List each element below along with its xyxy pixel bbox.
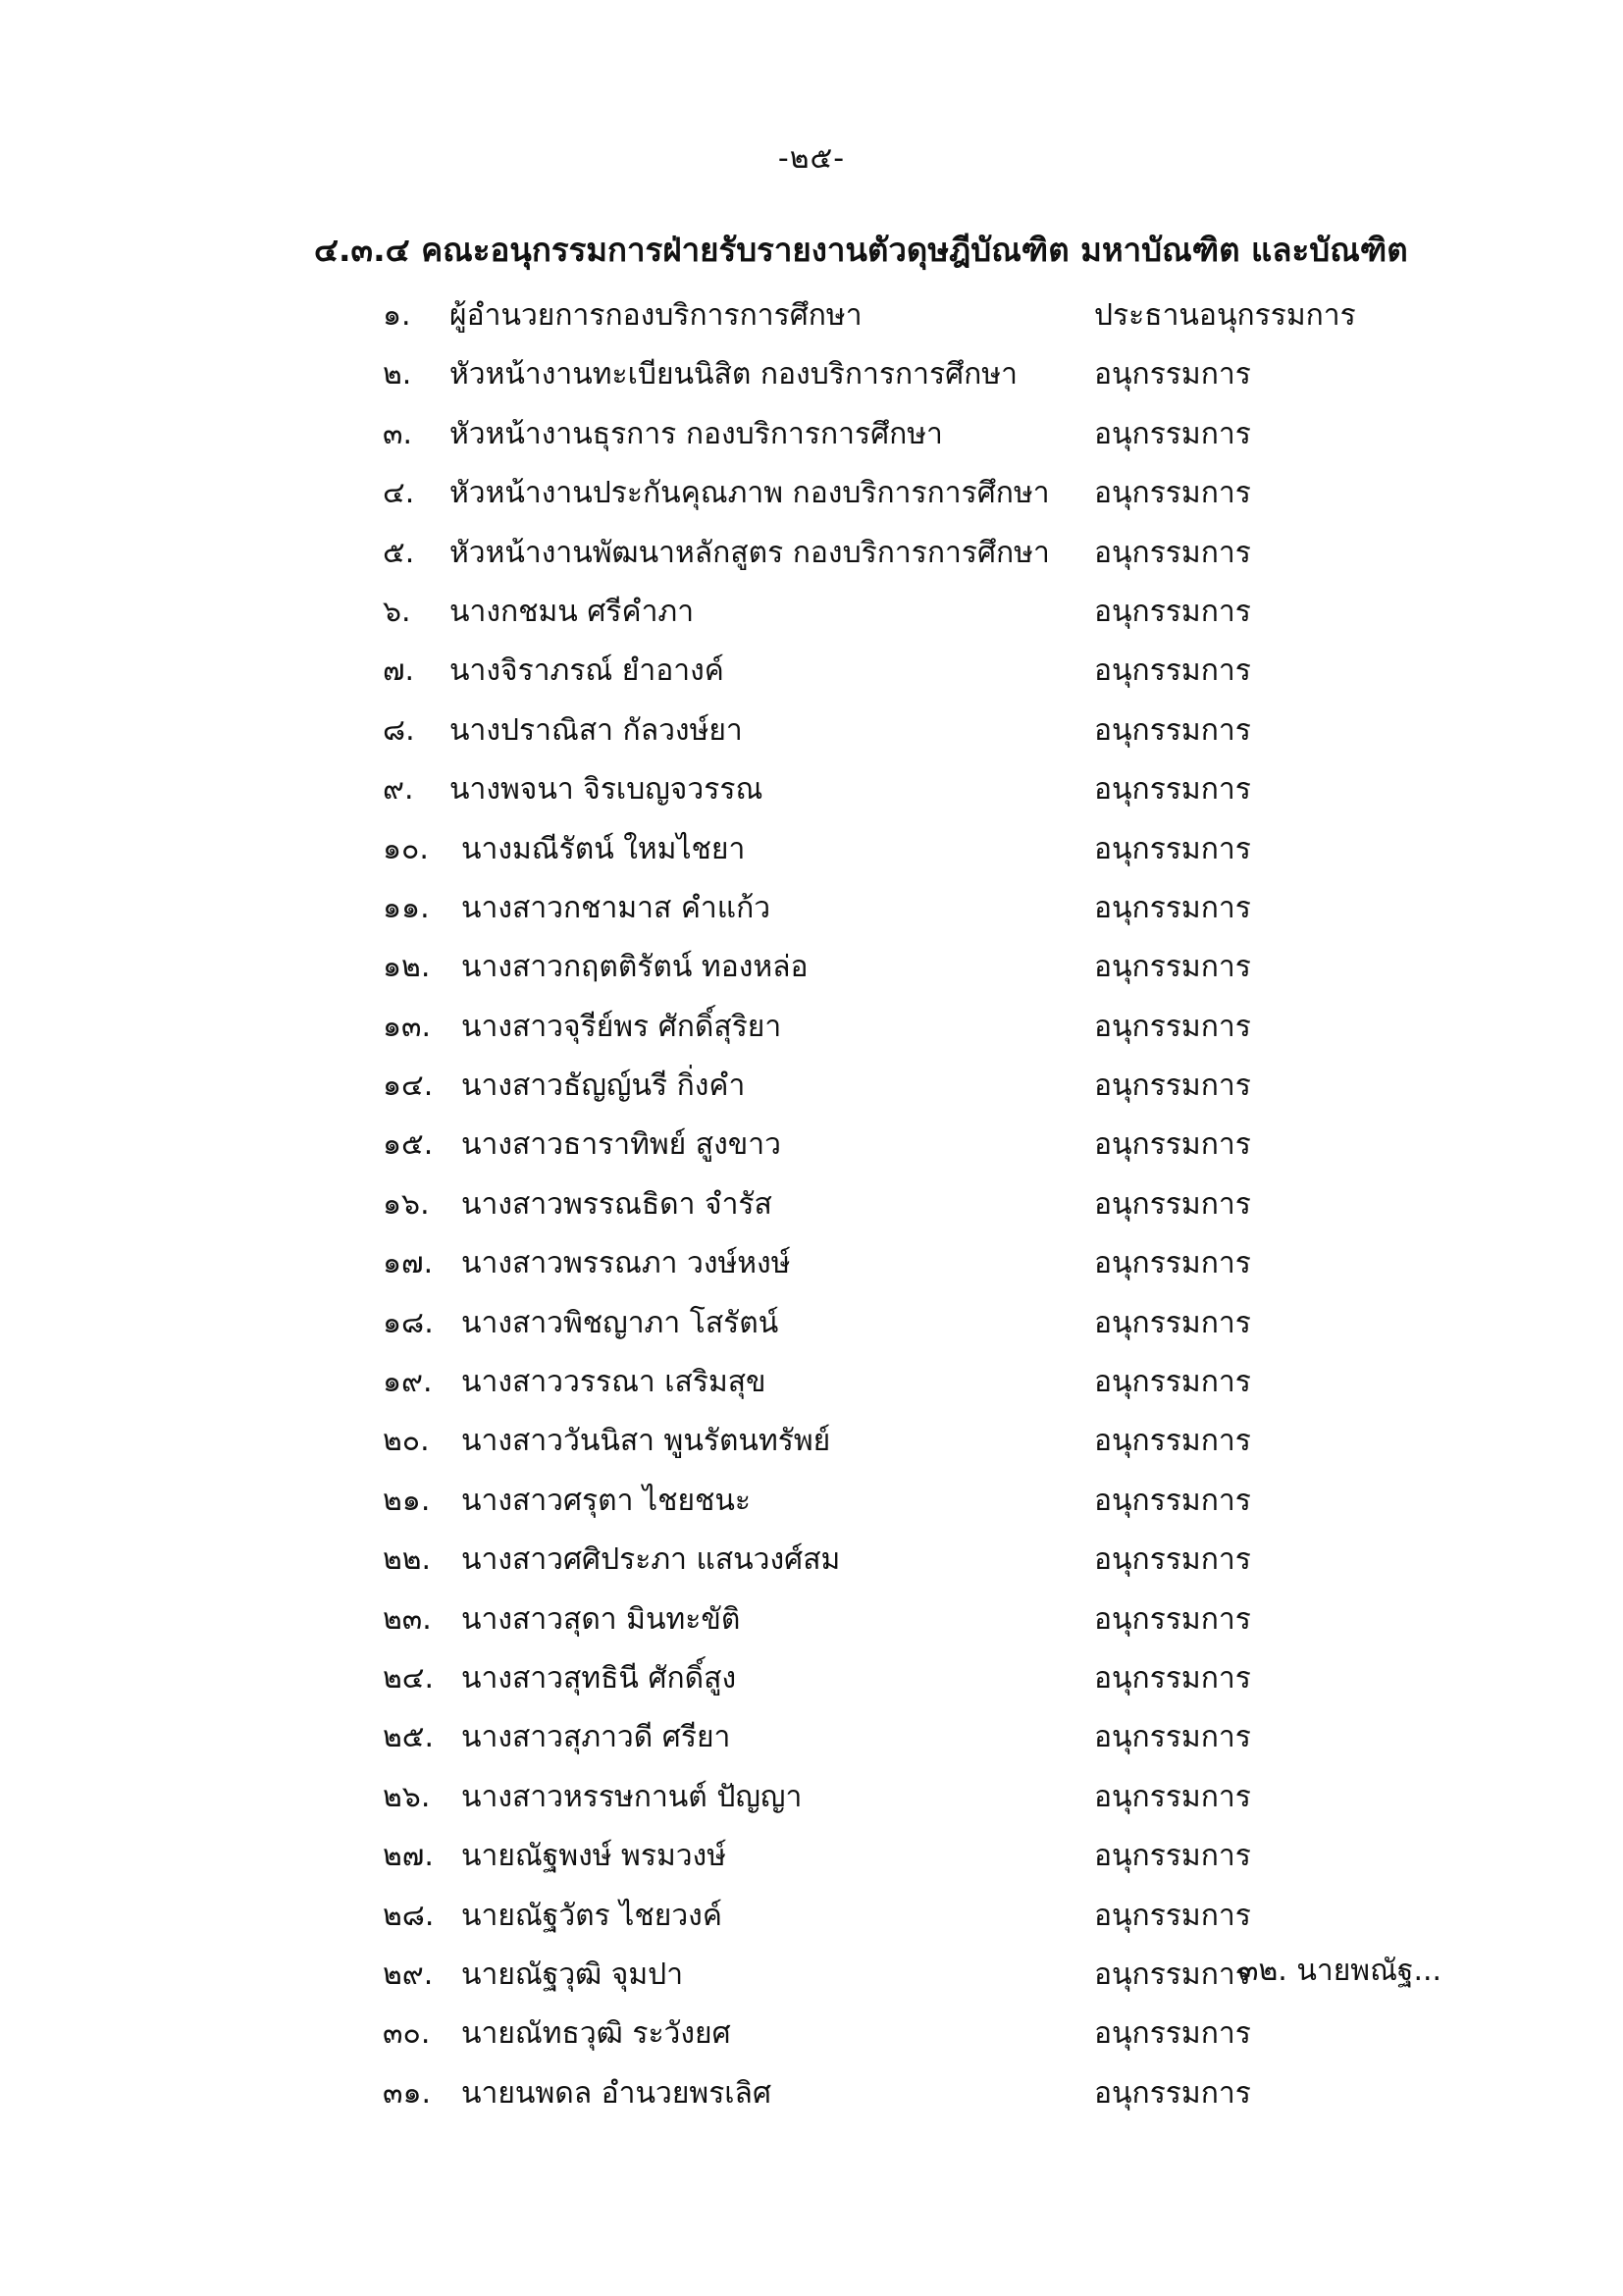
member-row bbox=[0, 1294, 1623, 1353]
member-row bbox=[0, 1412, 1623, 1471]
member-role: อนุกรรมการ bbox=[1094, 535, 1251, 570]
member-name: นางสาวสุดา มินทะขัติ bbox=[461, 1601, 741, 1637]
member-role: อนุกรรมการ bbox=[1094, 1305, 1251, 1340]
member-role: อนุกรรมการ bbox=[1094, 653, 1251, 689]
member-number: ๒๕. bbox=[383, 1720, 435, 1755]
member-role: อนุกรรมการ bbox=[1094, 594, 1251, 629]
member-number: ๒๒. bbox=[383, 1542, 432, 1578]
member-row bbox=[0, 760, 1623, 819]
member-role: อนุกรรมการ bbox=[1094, 2075, 1251, 2111]
member-number: ๑๘. bbox=[383, 1305, 434, 1340]
member-name: นายนพดล อำนวยพรเลิศ bbox=[461, 2075, 771, 2111]
member-row bbox=[0, 345, 1623, 404]
member-number: ๑. bbox=[383, 298, 411, 333]
member-role: ประธานอนุกรรมการ bbox=[1094, 298, 1356, 333]
member-number: ๒๐. bbox=[383, 1424, 430, 1459]
member-name: นางสาวธาราทิพย์ สูงขาว bbox=[461, 1127, 781, 1163]
member-number: ๒๓. bbox=[383, 1601, 432, 1637]
member-role: อนุกรรมการ bbox=[1094, 1483, 1251, 1518]
member-row bbox=[0, 1116, 1623, 1174]
member-number: ๑๔. bbox=[383, 1069, 434, 1104]
member-role: อนุกรรมการ bbox=[1094, 831, 1251, 866]
member-role: อนุกรรมการ bbox=[1094, 950, 1251, 985]
member-name: นางสาวจุรีย์พร ศักดิ์สุริยา bbox=[461, 1009, 782, 1044]
member-role: อนุกรรมการ bbox=[1094, 2016, 1251, 2052]
member-role: อนุกรรมการ bbox=[1094, 1127, 1251, 1163]
member-number: ๗. bbox=[383, 653, 415, 689]
member-row bbox=[0, 405, 1623, 464]
member-row bbox=[0, 1708, 1623, 1767]
member-number: ๓๑. bbox=[383, 2075, 432, 2111]
member-number: ๒๙. bbox=[383, 1957, 434, 1992]
member-role: อนุกรรมการ bbox=[1094, 1839, 1251, 1874]
committee-member-list bbox=[0, 287, 1623, 2123]
member-number: ๑๗. bbox=[383, 1246, 434, 1281]
member-role: อนุกรรมการ bbox=[1094, 1898, 1251, 1933]
member-row bbox=[0, 702, 1623, 760]
member-number: ๑๑. bbox=[383, 890, 430, 925]
member-number: ๓. bbox=[383, 416, 413, 451]
member-role: อนุกรรมการ bbox=[1094, 1542, 1251, 1578]
member-row bbox=[0, 287, 1623, 345]
member-name: นายณัทธวุฒิ ระวังยศ bbox=[461, 2016, 731, 2052]
member-name: หัวหน้างานทะเบียนนิสิต กองบริการการศึกษา bbox=[449, 357, 1018, 392]
member-row bbox=[0, 1175, 1623, 1234]
member-name: นางสาวสุทธินี ศักดิ์สูง bbox=[461, 1660, 737, 1696]
member-name: นางสาววรรณา เสริมสุข bbox=[461, 1365, 766, 1400]
member-name: นางสาวธัญญ์นรี กิ่งคำ bbox=[461, 1069, 746, 1104]
member-row bbox=[0, 879, 1623, 938]
member-row bbox=[0, 1649, 1623, 1708]
member-name: นางกชมน ศรีคำภา bbox=[449, 594, 695, 629]
member-name: หัวหน้างานธุรการ กองบริการการศึกษา bbox=[449, 416, 943, 451]
member-name: นายณัฐวัตร ไชยวงค์ bbox=[461, 1898, 722, 1933]
section-heading: ๔.๓.๔ คณะอนุกรรมการฝ่ายรับรายงานตัวดุษฎีบัณฑิต มหาบัณฑิต และบัณฑิต bbox=[314, 231, 1408, 269]
member-row bbox=[0, 1531, 1623, 1590]
member-row bbox=[0, 1353, 1623, 1412]
member-number: ๑๙. bbox=[383, 1365, 433, 1400]
member-row bbox=[0, 2064, 1623, 2123]
member-row bbox=[0, 1057, 1623, 1116]
member-number: ๘. bbox=[383, 712, 415, 748]
member-name: นางมณีรัตน์ ใหมไชยา bbox=[461, 831, 746, 866]
member-role: อนุกรรมการ bbox=[1094, 772, 1251, 808]
member-number: ๖. bbox=[383, 594, 411, 629]
member-name: นางสาวศศิประภา แสนวงศ์สม bbox=[461, 1542, 841, 1578]
member-role: อนุกรรมการ bbox=[1094, 357, 1251, 392]
member-name: นางสาวสุภาวดี ศรียา bbox=[461, 1720, 731, 1755]
member-row bbox=[0, 1768, 1623, 1827]
member-role: อนุกรรมการ bbox=[1094, 1601, 1251, 1637]
member-role: อนุกรรมการ bbox=[1094, 890, 1251, 925]
member-number: ๑๖. bbox=[383, 1186, 430, 1222]
member-row bbox=[0, 524, 1623, 583]
member-row bbox=[0, 1827, 1623, 1886]
member-name: นางสาวพรรณธิดา จำรัส bbox=[461, 1186, 772, 1222]
member-number: ๒. bbox=[383, 357, 412, 392]
member-role: อนุกรรมการ bbox=[1094, 1186, 1251, 1222]
member-name: ผู้อำนวยการกองบริการการศึกษา bbox=[449, 298, 863, 333]
member-role: อนุกรรมการ bbox=[1094, 1246, 1251, 1281]
member-name: นางสาวหรรษกานต์ ปัญญา bbox=[461, 1779, 803, 1814]
member-role: อนุกรรมการ bbox=[1094, 416, 1251, 451]
member-number: ๕. bbox=[383, 535, 415, 570]
member-name: นางปราณิสา กัลวงษ์ยา bbox=[449, 712, 743, 748]
page-number: -๒๕- bbox=[777, 141, 846, 176]
member-role: อนุกรรมการ bbox=[1094, 1009, 1251, 1044]
member-name: นางสาวกชามาส คำแก้ว bbox=[461, 890, 771, 925]
member-name: นางสาวกฤตติรัตน์ ทองหล่อ bbox=[461, 950, 809, 985]
member-number: ๒๔. bbox=[383, 1660, 435, 1696]
member-role: อนุกรรมการ bbox=[1094, 1424, 1251, 1459]
member-name: นางพจนา จิรเบญจวรรณ bbox=[449, 772, 763, 808]
member-name: นางจิราภรณ์ ยำอางค์ bbox=[449, 653, 724, 689]
member-number: ๒๖. bbox=[383, 1779, 431, 1814]
member-row bbox=[0, 642, 1623, 701]
member-name: หัวหน้างานพัฒนาหลักสูตร กองบริการการศึกษา bbox=[449, 535, 1050, 570]
member-number: ๙. bbox=[383, 772, 414, 808]
member-row bbox=[0, 583, 1623, 642]
member-row bbox=[0, 1591, 1623, 1649]
continuation-note: ๓๒. นายพณัฐ... bbox=[1238, 1954, 1442, 1988]
member-role: อนุกรรมการ bbox=[1094, 1069, 1251, 1104]
member-role: อนุกรรมการ bbox=[1094, 1957, 1251, 1992]
member-row bbox=[0, 938, 1623, 997]
member-name: นางสาวศรุตา ไชยชนะ bbox=[461, 1483, 752, 1518]
member-row bbox=[0, 820, 1623, 879]
member-number: ๑๒. bbox=[383, 950, 431, 985]
member-row bbox=[0, 1472, 1623, 1531]
member-role: อนุกรรมการ bbox=[1094, 1779, 1251, 1814]
member-number: ๒๗. bbox=[383, 1839, 434, 1874]
member-row bbox=[0, 1234, 1623, 1293]
member-number: ๔. bbox=[383, 476, 415, 511]
member-name: นางสาวพรรณภา วงษ์หงษ์ bbox=[461, 1246, 791, 1281]
member-role: อนุกรรมการ bbox=[1094, 1660, 1251, 1696]
member-row bbox=[0, 464, 1623, 523]
member-name: นางสาววันนิสา พูนรัตนทรัพย์ bbox=[461, 1424, 831, 1459]
member-role: อนุกรรมการ bbox=[1094, 712, 1251, 748]
member-role: อนุกรรมการ bbox=[1094, 1365, 1251, 1400]
member-row bbox=[0, 998, 1623, 1057]
member-role: อนุกรรมการ bbox=[1094, 1720, 1251, 1755]
member-row bbox=[0, 1887, 1623, 1946]
member-role: อนุกรรมการ bbox=[1094, 476, 1251, 511]
member-row bbox=[0, 2005, 1623, 2063]
member-name: นายณัฐวุฒิ จุมปา bbox=[461, 1957, 684, 1992]
member-number: ๒๘. bbox=[383, 1898, 435, 1933]
member-name: นางสาวพิชญาภา โสรัตน์ bbox=[461, 1305, 779, 1340]
member-number: ๓๐. bbox=[383, 2016, 431, 2052]
member-number: ๑๓. bbox=[383, 1009, 432, 1044]
member-number: ๒๑. bbox=[383, 1483, 431, 1518]
member-name: นายณัฐพงษ์ พรมวงษ์ bbox=[461, 1839, 726, 1874]
member-number: ๑๐. bbox=[383, 831, 429, 866]
member-number: ๑๕. bbox=[383, 1127, 434, 1163]
member-name: หัวหน้างานประกันคุณภาพ กองบริการการศึกษา bbox=[449, 476, 1050, 511]
